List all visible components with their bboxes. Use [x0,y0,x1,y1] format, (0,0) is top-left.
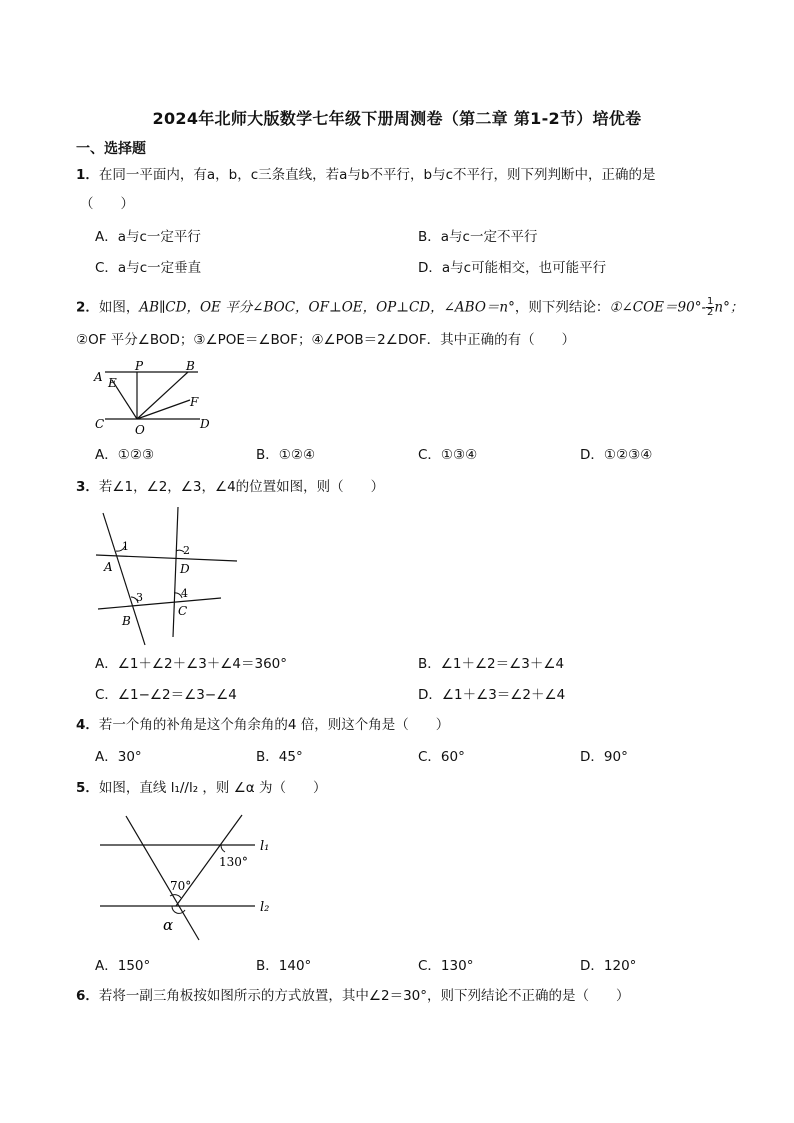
q2-option-d[interactable]: D．①②③④ [580,447,653,463]
q3-option-a[interactable]: A．∠1＋∠2＋∠3＋∠4＝360° [95,656,288,672]
q2-option-b[interactable]: B．①②④ [256,447,316,463]
question-6-line [76,987,630,1005]
q3-option-d[interactable]: D．∠1＋∠3＝∠2＋∠4 [418,687,566,703]
q4-option-a[interactable]: A．30° [95,749,142,765]
label-b: B [122,614,131,628]
label-d: D [200,417,210,431]
q4-option-c[interactable]: C．60° [418,749,465,765]
question-5-line [76,779,327,797]
line-of [137,400,190,419]
question-3-number: 3． [76,479,99,495]
question-2-number: 2． [76,299,99,316]
label-70-degrees: 70° [170,879,192,893]
question-6-number: 6． [76,988,99,1004]
q5-figure [95,810,285,945]
page-title: 2024年北师大版数学七年级下册周测卷（第二章 第1-2节）培优卷 [152,109,642,128]
question-3-line [76,478,384,496]
q3-option-b[interactable]: B．∠1＋∠2＝∠3＋∠4 [418,656,565,672]
q3-figure [90,505,250,650]
q3-option-c[interactable]: C．∠1−∠2＝∠3−∠4 [95,687,237,703]
q1-option-b[interactable]: B．a与c一定不平行 [418,229,538,245]
fraction-numerator: 1 [707,296,714,307]
label-4: 4 [181,587,188,600]
question-5-number: 5． [76,780,99,796]
label-l1: l₁ [260,839,270,854]
q5-option-b[interactable]: B．140° [256,958,312,974]
question-5-text: 如图，直线 l₁//l₂ ，则 ∠α 为（ ） [98,780,327,796]
q4-option-b[interactable]: B．45° [256,749,303,765]
label-p: P [135,359,144,373]
question-4-number: 4． [76,717,99,733]
question-1-text: 在同一平面内，有a，b，c三条直线，若a与b不平行，b与c不平行，则下列判断中，正确的是 [98,167,656,183]
label-a: A [104,560,113,574]
question-6-text: 若将一副三角板按如图所示的方式放置，其中∠2＝30°，则下列结论不正确的是（ ） [98,988,630,1004]
label-l2: l₂ [260,900,270,915]
label-c: C [95,417,105,431]
q4-option-d[interactable]: D．90° [580,749,628,765]
label-e: E [108,376,117,390]
label-1: 1 [122,540,129,553]
label-alpha: α [163,916,174,934]
q1-option-d[interactable]: D．a与c可能相交，也可能平行 [418,260,607,276]
q5-option-c[interactable]: C．130° [418,958,474,974]
question-3-text: 若∠1，∠2，∠3，∠4的位置如图，则（ ） [98,479,385,495]
question-2-text-b: AB∥CD，OE 平分∠BOC，OF⊥OE，OP⊥CD，∠ABO＝n° [139,299,515,316]
label-d: D [180,562,190,576]
label-o: O [135,423,145,437]
label-2: 2 [183,544,190,557]
label-c: C [178,604,188,618]
question-2-text-a: 如图， [98,299,140,316]
section-heading: 一、选择题 [76,141,146,157]
fraction-denominator: 2 [707,307,714,318]
angle-arc-70 [170,895,181,898]
angle-arc-alpha [172,906,185,913]
question-2-line-1 [76,297,743,318]
label-b: B [186,359,195,373]
question-4-text: 若一个角的补角是这个角余角的4 倍，则这个角是（ ） [98,717,450,733]
q1-option-c[interactable]: C．a与c一定垂直 [95,260,202,276]
question-2-text-e: n°； [714,299,744,316]
label-f: F [190,395,199,409]
q2-option-a[interactable]: A．①②③ [95,447,155,463]
q5-option-d[interactable]: D．120° [580,958,637,974]
question-2-text-d: ①∠COE＝90°- [609,299,707,316]
transversal-bottom [98,598,221,609]
q2-option-c[interactable]: C．①③④ [418,447,478,463]
angle-arc-130 [221,845,225,852]
question-1-number: 1． [76,167,99,183]
question-2-line-2: ②OF 平分∠BOD；③∠POE＝∠BOF；④∠POB＝2∠DOF．其中正确的有（ ） [76,332,576,348]
label-a: A [94,370,103,384]
label-3: 3 [136,591,143,604]
question-1-line-1 [76,166,656,184]
label-130-degrees: 130° [219,855,248,869]
line-ob [137,372,188,419]
q5-option-a[interactable]: A．150° [95,958,151,974]
question-4-line [76,716,449,734]
q2-figure [90,358,220,438]
question-1-line-2: （ ） [80,196,134,212]
question-2-text-c: ，则下列结论： [514,299,610,316]
q1-option-a[interactable]: A．a与c一定平行 [95,229,201,245]
